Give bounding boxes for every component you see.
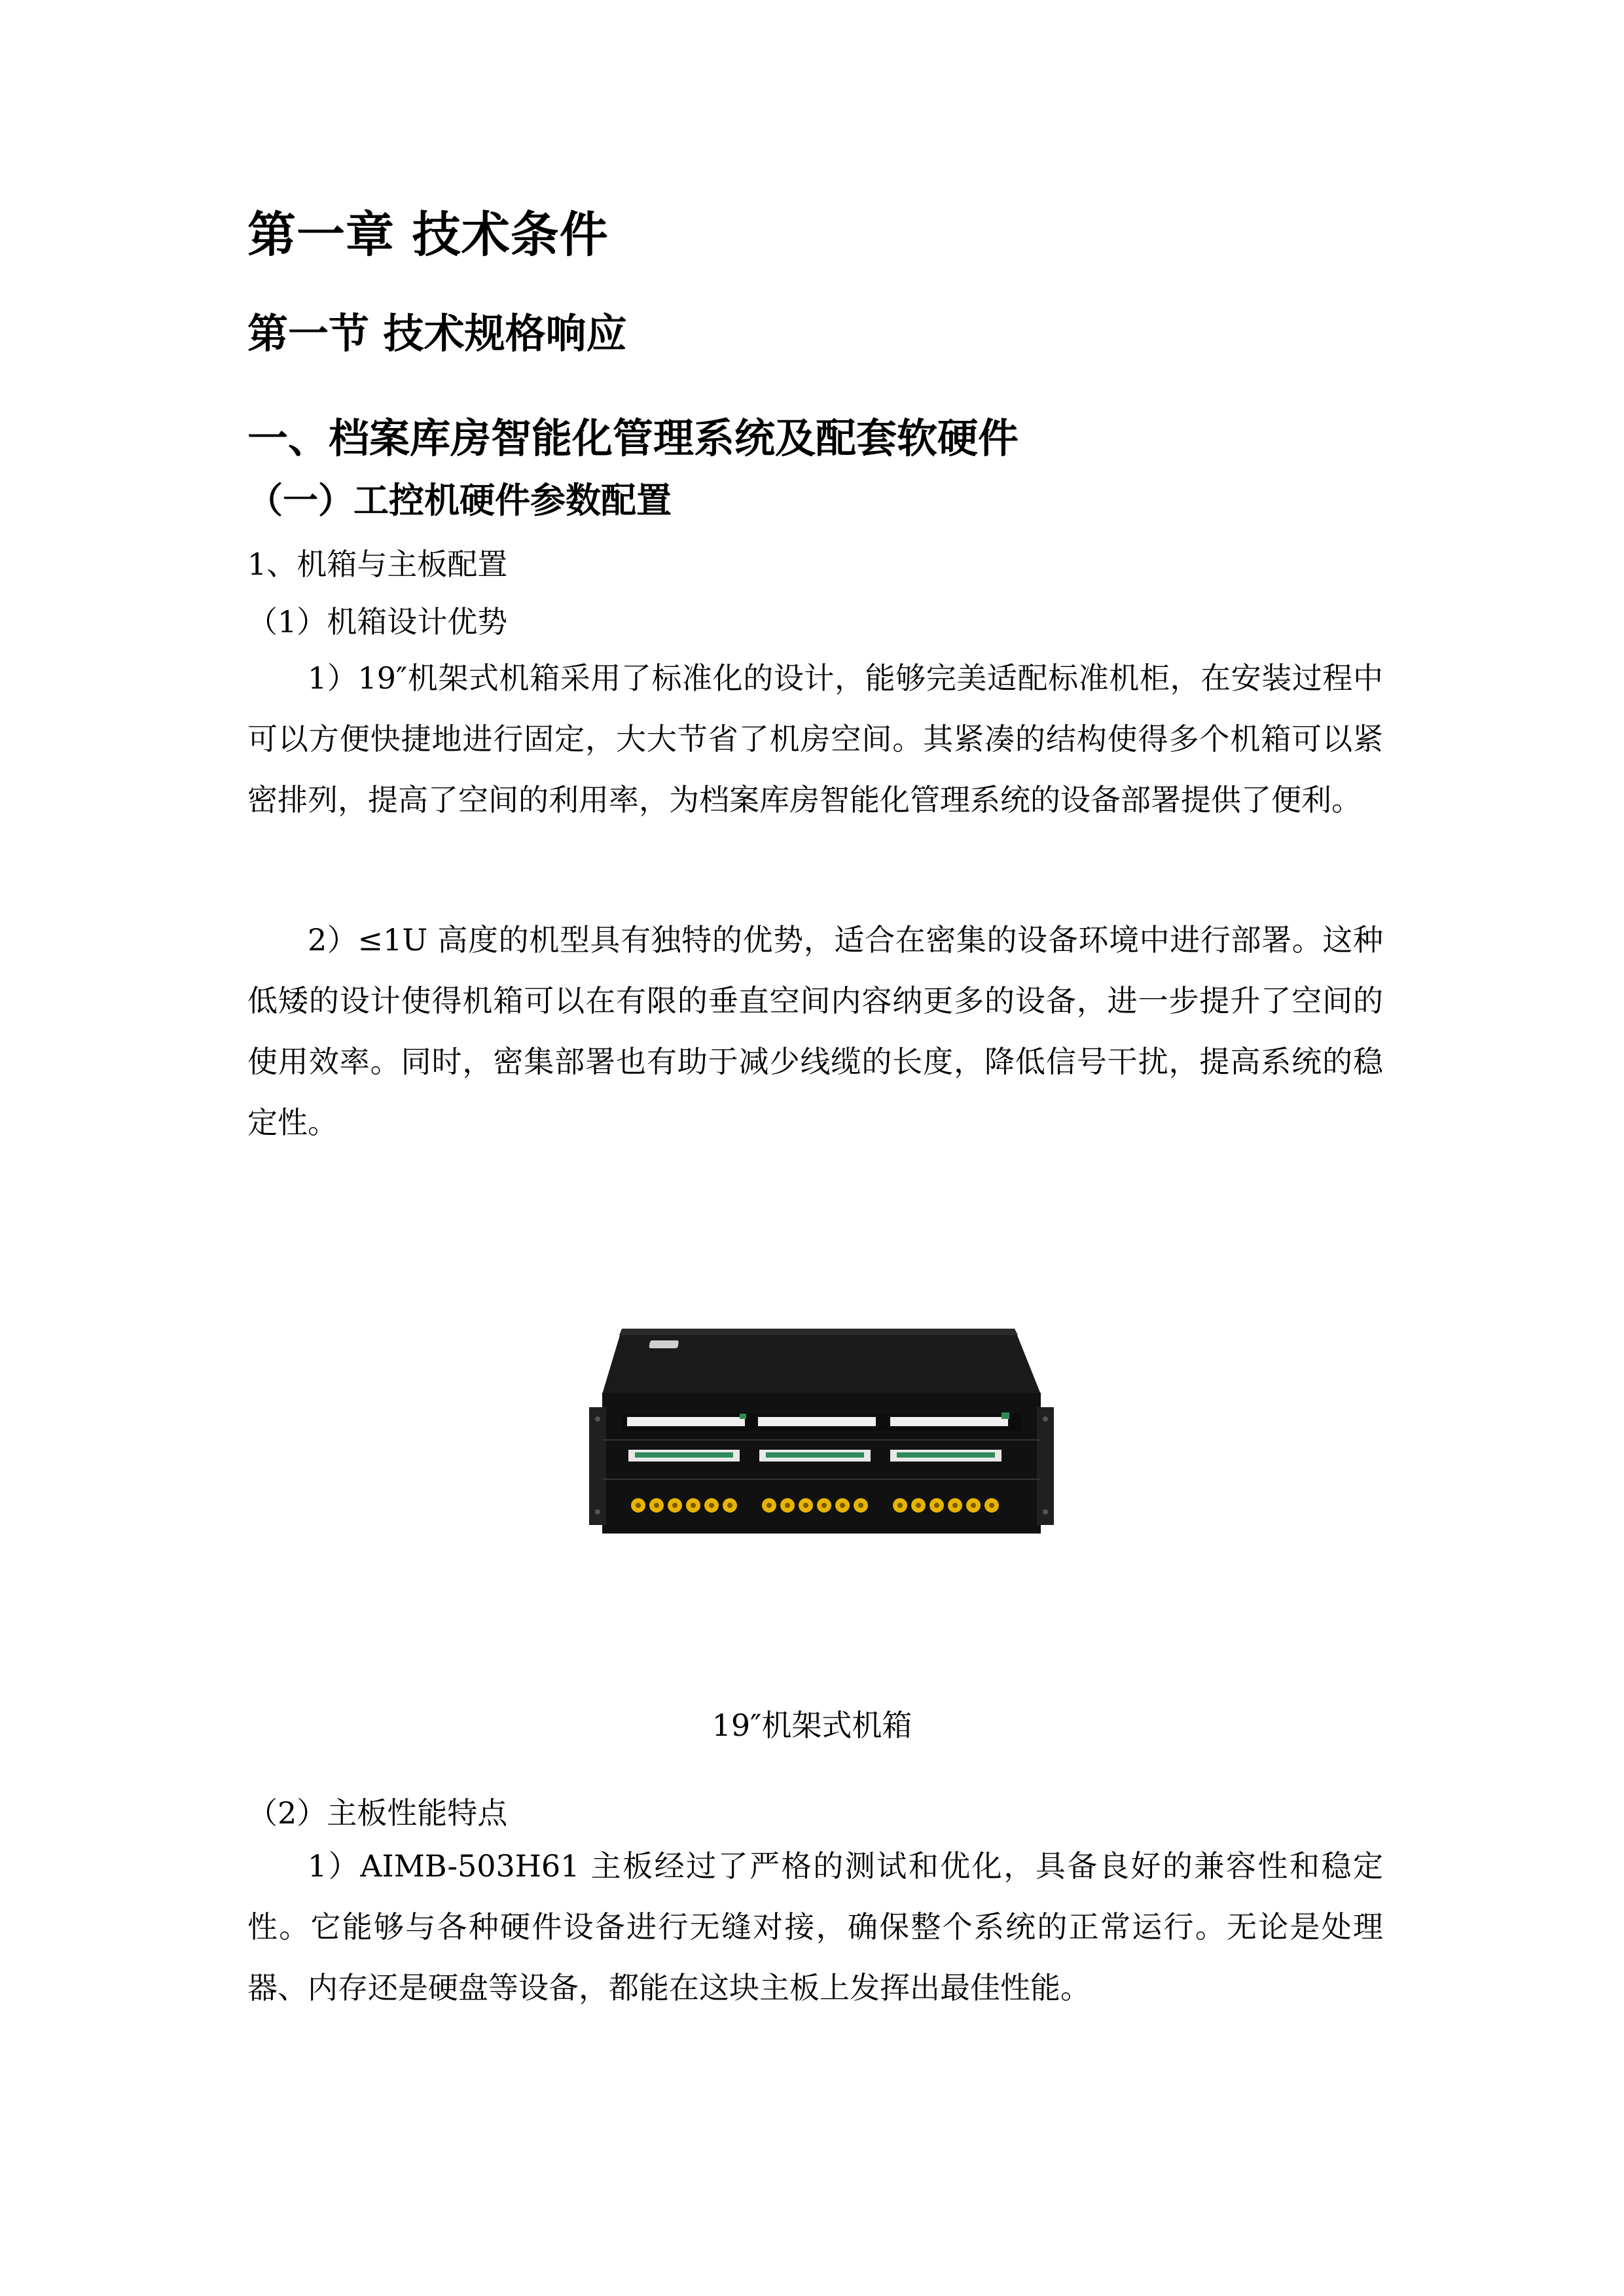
- part-title: 一、档案库房智能化管理系统及配套软硬件: [247, 414, 1019, 462]
- section-title: 第一节 技术规格响应: [247, 310, 627, 357]
- subsection-title: （一）工控机硬件参数配置: [247, 479, 672, 521]
- paragraph: 1）19″机架式机箱采用了标准化的设计，能够完美适配标准机柜，在安装过程中可以方便快捷地进行固定，大大节省了机房空间。其紧凑的结构使得多个机箱可以紧密排列，提高了空间的利用率，为档案库房智能化管理系统的设备部署提供了便利。: [247, 660, 1383, 817]
- item-subheading: （2）主板性能特点: [247, 1795, 508, 1831]
- paragraph: 2）≤1U 高度的机型具有独特的优势，适合在密集的设备环境中进行部署。这种低矮的设计使得机箱可以在有限的垂直空间内容纳更多的设备，进一步提升了空间的使用效率。同时，密集部署也有助于减少线缆的长度，降低信号干扰，提高系统的稳定性。: [247, 922, 1383, 1140]
- paragraph: 1）AIMB-503H61 主板经过了严格的测试和优化，具备良好的兼容性和稳定性。它能够与各种硬件设备进行无缝对接，确保整个系统的正常运行。无论是处理器、内存还是硬盘等设备，都能在这块主板上发挥出最佳性能。: [247, 1848, 1383, 2005]
- figure-caption: 19″机架式机箱: [712, 1708, 912, 1743]
- rack-chassis-image: [583, 1316, 1060, 1545]
- item-heading: 1、机箱与主板配置: [247, 547, 508, 582]
- item-subheading: （1）机箱设计优势: [247, 604, 508, 639]
- chapter-title: 第一章 技术条件: [247, 207, 609, 263]
